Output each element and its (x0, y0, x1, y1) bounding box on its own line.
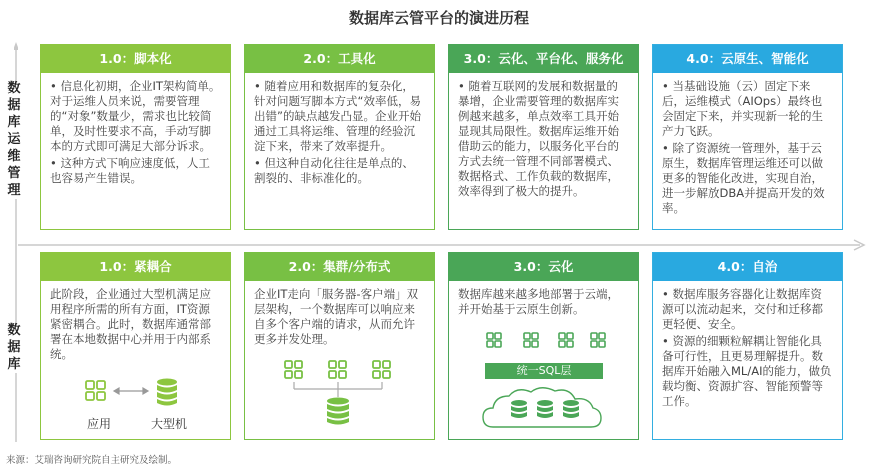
db-card-1 (40, 252, 231, 440)
mainframe-label: 大型机 (151, 417, 188, 431)
source-note: 来源：艾瑞咨询研究院自主研究及绘制。 (6, 455, 178, 466)
ops-card-2 (244, 44, 435, 230)
db-card-3-text: 数据库越来越多地部署于云端，并开始基于云原生创新。 (458, 287, 619, 316)
ops-card-3 (448, 44, 639, 230)
client-grid-icon (285, 361, 302, 378)
db-card-1-text: 此阶段，企业通过大型机满足应用程序所需的所有方面，IT资源紧密耦合。此时，数据库通常部署在本地数据中心并用于内部系统。 (50, 287, 211, 361)
database-icon (537, 400, 553, 418)
db-card-4-text-2: • 资源的细颗粒解耦让智能化具备可行性，且更易理解提升。数据库开始融入ML/AI的能力，做负载均衡、资源扩容、智能预警等工作。 (662, 334, 832, 408)
client-grid-icon (373, 361, 390, 378)
app-grid-icon (86, 381, 105, 400)
ops-card-4-text-2: • 除了资源统一管理外，基于云原生，数据库管理运维还可以做更多的智能化改进，实现自治，进一步解放DBA并提高开发的效率。 (662, 141, 825, 215)
client-grid-icon (329, 361, 346, 378)
ops-card-1-text-1: • 信息化初期，企业IT架构简单。对于运维人员来说，需要管理的“对象”数量少，需求也比较简单，及时性要求不高，手动写脚本的方式即可满足大部分诉求。 (50, 79, 221, 153)
row-label-ops: 数 据 库 运 维 管 理 (4, 80, 24, 199)
client-grid-icon (524, 333, 538, 347)
db-card-3-title: 3.0：云化 (449, 253, 638, 281)
ops-card-3-text-1: • 随着互联网的发展和数据量的暴增，企业需要管理的数据库实例越来越多，单点效率工具开始显现其局限性。数据库运维开始借助云的能力，以服务化平台的方式去统一管理不同部署模式、数据格式、工作负载的数据库，效率得到了极大的提升。 (458, 79, 619, 198)
ops-card-2-title: 2.0：工具化 (245, 45, 434, 73)
client-server-diagram (281, 357, 401, 427)
ops-card-4-text-1: • 当基础设施（云）固定下来后，运维模式（AIOps）最终也会固定下来，并实现新一轮的生产力飞跃。 (662, 79, 823, 138)
horizontal-axis-arrow (18, 238, 870, 252)
db-card-2-text: 企业IT走向「服务器-客户端」双层架构，一个数据库可以响应来自多个客户端的请求，从而允许更多并发处理。 (254, 287, 419, 346)
diagram-title: 数据库云管平台的演进历程 (348, 9, 529, 27)
client-grid-icon (487, 333, 501, 347)
database-icon (511, 400, 527, 418)
db-card-4-text-1: • 数据库服务容器化让数据库资源可以流动起来，交付和迁移都更轻便、安全。 (662, 287, 823, 331)
db-card-2-title: 2.0：集群/分布式 (245, 253, 434, 281)
ops-card-3-title: 3.0：云化、平台化、服务化 (449, 45, 638, 73)
db-card-4 (652, 252, 843, 440)
ops-card-2-text-2: • 但这种自动化往往是单点的、割裂的、非标准化的。 (254, 156, 414, 185)
client-grid-icon (559, 333, 573, 347)
database-icon (563, 400, 579, 418)
ops-card-4-title: 4.0：云原生、智能化 (653, 45, 842, 73)
app-mainframe-diagram (83, 377, 193, 413)
cloud-icon (483, 388, 601, 427)
client-grid-icon (591, 333, 605, 347)
db-card-2 (244, 252, 435, 440)
db-card-4-title: 4.0：自治 (653, 253, 842, 281)
database-icon (157, 379, 177, 406)
ops-card-1-title: 1.0：脚本化 (41, 45, 230, 73)
ops-card-1 (40, 44, 231, 230)
db-card-1-title: 1.0：紧耦合 (41, 253, 230, 281)
app-label: 应用 (87, 417, 112, 431)
unified-sql-layer: 统一SQL层 (485, 363, 603, 379)
database-icon (327, 398, 349, 425)
ops-card-1-text-2: • 这种方式下响应速度低，人工也容易产生错误。 (50, 156, 210, 185)
two-way-arrow-icon (114, 388, 148, 394)
ops-card-2-text-1: • 随着应用和数据库的复杂化，针对问题写脚本方式“效率低，易出错”的缺点越发凸显。企业开始通过工具将运维、管理的经验沉淀下来，带来了效率提升。 (254, 79, 421, 153)
ops-card-4 (652, 44, 843, 230)
cloud-sql-diagram (479, 331, 611, 435)
row-label-db: 数 据 库 (4, 322, 24, 373)
db-card-3 (448, 252, 639, 440)
